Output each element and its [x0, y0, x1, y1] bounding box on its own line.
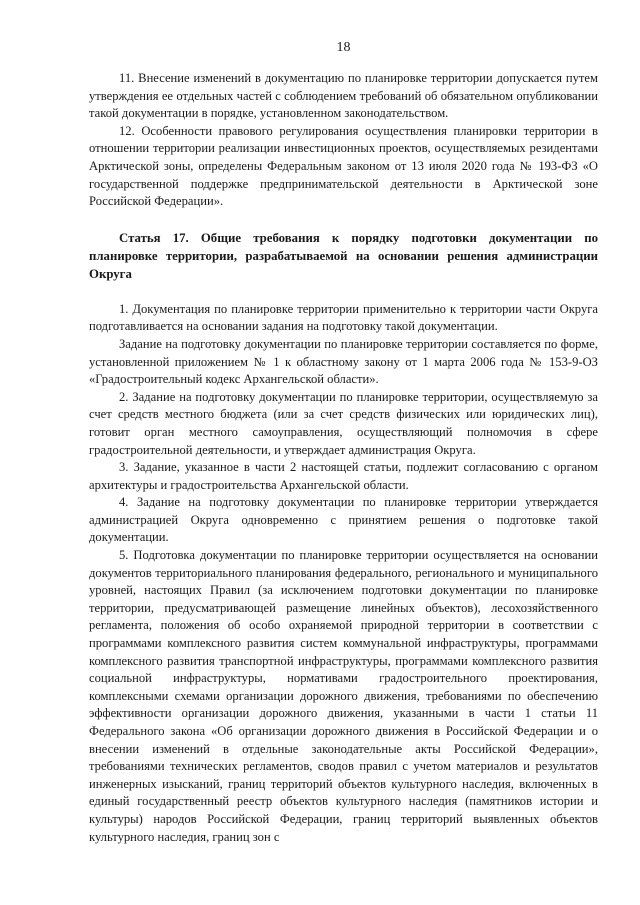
- page-number: 18: [336, 40, 351, 55]
- article-17-heading: Статья 17. Общие требования к порядку подготовки документации по планировке территории, разрабатываемой на основании решения администрации Округа: [89, 230, 598, 281]
- paragraph-11: 11. Внесение изменений в документацию по планировке территории допускается путем утверждения ее отдельных частей с соблюдением требований об обязательном опубликовании такой документации в порядке, установленном законодательством.: [89, 71, 598, 121]
- article-paragraph-1: 1. Документация по планировке территории применительно к территории части Округа подготавливается на основании задания на подготовку такой документации.: [89, 301, 598, 334]
- paragraph-12: 12. Особенности правового регулирования осуществления планировки территории в отношении территории реализации инвестиционных проектов, осуществляемых резидентами Арктической зоны, определены Федеральным законом от 13 июля 2020 года № 193-ФЗ «О государственной поддержке предпринимательской деятельности в Арктической зоне Российской Федерации».: [89, 123, 598, 209]
- article-paragraph-5: 5. Подготовка документации по планировке территории осуществляется на основании документов территориального планирования федерального, регионального и муниципального уровней, настоящих Правил (за исключением подготовки документации по планировке территории, предусматривающей размещение линейных объектов), лесохозяйственного регламента, положения об особо охраняемой природной территории в соответствии с программами комплексного развития систем коммунальной инфраструктуры, программами комплексного развития транспортной инфраструктуры, программами комплексного развития социальной инфраструктуры, нормативами градостроительного проектирования, комплексными схемами организации дорожного движения, требованиями по обеспечению эффективности организации дорожного движения, указанными в части 1 статьи 11 Федерального закона «Об организации дорожного движения в Российской Федерации и о внесении изменений в отдельные законодательные акты Российской Федерации», требованиями технических регламентов, сводов правил с учетом материалов и результатов инженерных изысканий, границ территорий объектов культурного наследия, включенных в единый государственный реестр объектов культурного наследия (памятников истории и культуры) народов Российской Федерации, границ территорий выявленных объектов культурного наследия, границ зон с: [89, 548, 598, 844]
- article-paragraph-2: 2. Задание на подготовку документации по планировке территории, осуществляемую за счет средств местного бюджета (или за счет средств физических или юридических лиц), готовит орган местного самоуправления, осуществляющий полномочия в сфере градостроительной деятельности, и утверждает администрация Округа.: [89, 389, 598, 457]
- article-paragraph-3: 3. Задание, указанное в части 2 настоящей статьи, подлежит согласованию с органом архитектуры и градостроительства Архангельской области.: [89, 460, 598, 492]
- article-paragraph-4: 4. Задание на подготовку документации по планировке территории утверждается администрацией Округа одновременно с принятием решения о подготовке такой документации.: [89, 495, 598, 545]
- article-paragraph-1-task: Задание на подготовку документации по планировке территории составляется по форме, установленной приложением № 1 к областному закону от 1 марта 2006 года № 153-9-ОЗ «Градостроительный кодекс Архангельской области».: [89, 336, 598, 387]
